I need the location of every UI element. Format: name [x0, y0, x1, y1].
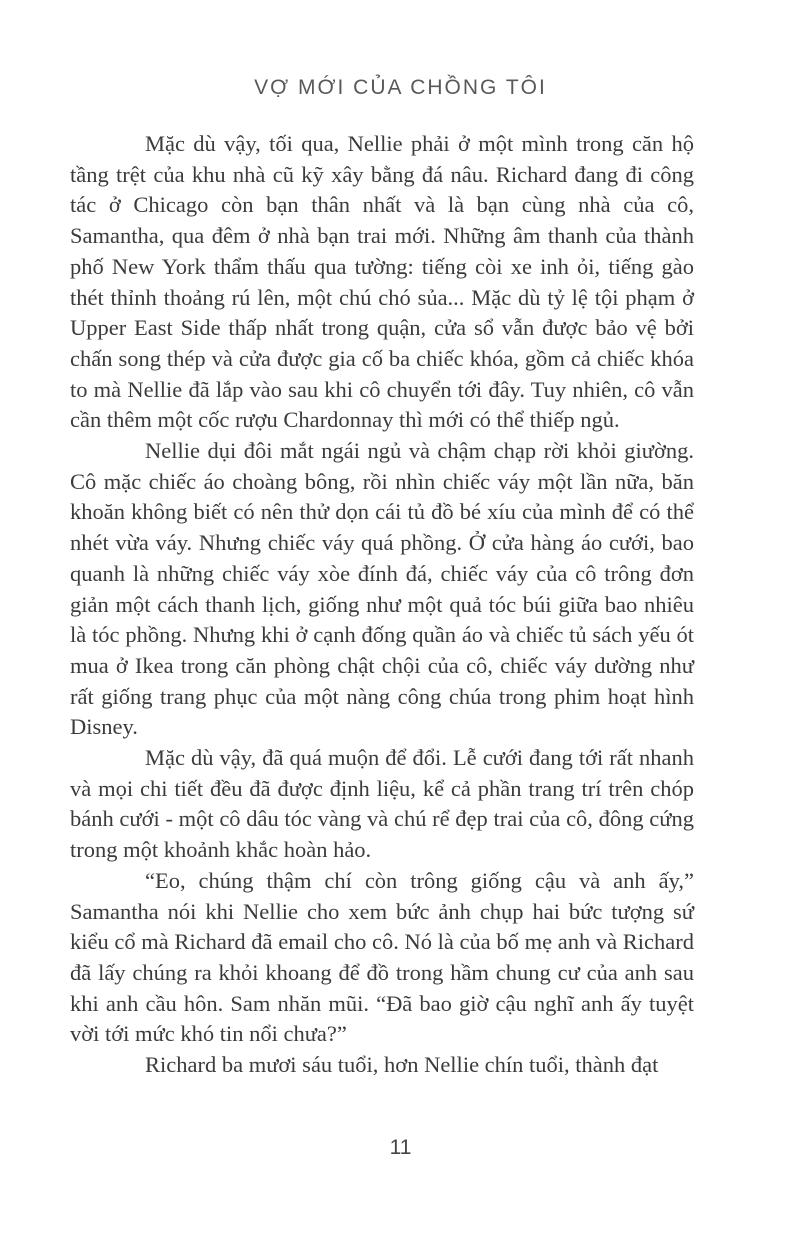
running-header: VỢ MỚI CỦA CHỒNG TÔI	[254, 76, 547, 99]
paragraph-5: Richard ba mươi sáu tuổi, hơn Nellie chín tuổi, thành đạt	[145, 1052, 659, 1078]
paragraph-1: Mặc dù vậy, tối qua, Nellie phải ở một mình trong căn hộ tầng trệt của khu nhà cũ kỹ xây bằng đá nâu. Richard đang đi công tác ở Chicago còn bạn thân nhất và là bạn cùng nhà của cô, Samantha, qua đêm ở nhà bạn trai mới. Những âm thanh của thành phố New York thẩm thấu qua tường: tiếng còi xe inh ỏi, tiếng gào thét thỉnh thoảng rú lên, một chú chó sủa... Mặc dù tỷ lệ tội phạm ở Upper East Side thấp nhất trong quận, cửa sổ vẫn được bảo vệ bởi chấn song thép và cửa được gia cố ba chiếc khóa, gồm cả chiếc khóa to mà Nellie đã lắp vào sau khi cô chuyển tới đây. Tuy nhiên, cô vẫn cần thêm một cốc rượu Chardonnay thì mới có thể thiếp ngủ.	[70, 131, 694, 433]
page-number: 11	[389, 1136, 412, 1159]
paragraph-3: Mặc dù vậy, đã quá muộn để đổi. Lễ cưới đang tới rất nhanh và mọi chi tiết đều đã được định liệu, kể cả phần trang trí trên chóp bánh cưới - một cô dâu tóc vàng và chú rể đẹp trai của cô, đông cứng trong một khoảnh khắc hoàn hảo.	[70, 745, 694, 863]
paragraph-4: “Eo, chúng thậm chí còn trông giống cậu và anh ấy,” Samantha nói khi Nellie cho xem bức ảnh chụp hai bức tượng sứ kiểu cổ mà Richard đã email cho cô. Nó là của bố mẹ anh và Richard đã lấy chúng ra khỏi khoang để đồ trong hầm chung cư của anh sau khi anh cầu hôn. Sam nhăn mũi. “Đã bao giờ cậu nghĩ anh ấy tuyệt vời tới mức khó tin nổi chưa?”	[70, 867, 694, 1047]
body-text	[70, 129, 694, 1081]
paragraph-2: Nellie dụi đôi mắt ngái ngủ và chậm chạp rời khỏi giường. Cô mặc chiếc áo choàng bông, rồi nhìn chiếc váy một lần nữa, băn khoăn không biết có nên thử dọn cái tủ đồ bé xíu của mình để có thể nhét vừa váy. Nhưng chiếc váy quá phồng. Ở cửa hàng áo cưới, bao quanh là những chiếc váy xòe đính đá, chiếc váy của cô trông đơn giản một cách thanh lịch, giống như một quả tóc búi giữa bao nhiêu là tóc phồng. Nhưng khi ở cạnh đống quần áo và chiếc tủ sách yếu ót mua ở Ikea trong căn phòng chật chội của cô, chiếc váy dường như rất giống trang phục của một nàng công chúa trong phim hoạt hình Disney.	[70, 438, 694, 740]
